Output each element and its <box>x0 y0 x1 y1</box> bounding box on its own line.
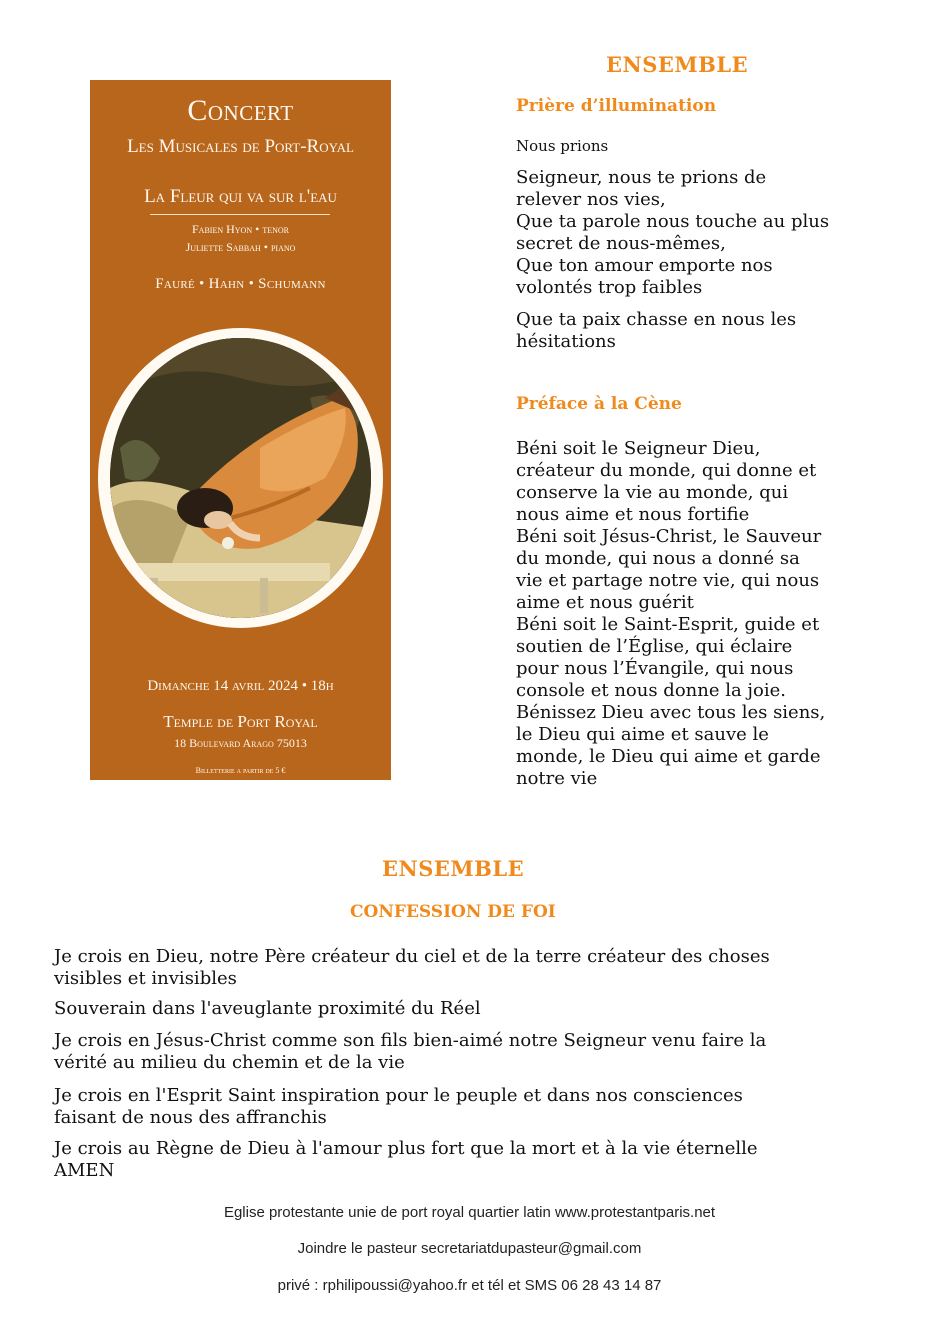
confession-line: Je crois en Jésus-Christ comme son fils bien-aimé notre Seigneur venu faire la <box>54 1030 767 1051</box>
prayer-paragraph-1 <box>516 167 829 299</box>
preface-text <box>516 438 825 790</box>
poster-performer-tenor: Fabien Hyon • tenor <box>192 222 289 236</box>
ensemble-heading-top: ENSEMBLE <box>606 52 749 77</box>
ensemble-heading-bottom: ENSEMBLE <box>382 856 525 881</box>
confession-line: Souverain dans l'aveuglante proximité du Réel <box>54 998 481 1019</box>
prayer-line: Seigneur, nous te prions de <box>516 167 767 188</box>
reclining-woman-painting <box>110 338 371 618</box>
preface-line: Bénissez Dieu avec tous les siens, <box>516 702 826 723</box>
footer-pastor-contact: Joindre le pasteur secretariatdupasteur@gmail.com <box>297 1240 642 1257</box>
preface-line: soutien de l’Église, qui éclaire <box>516 636 793 657</box>
prayer-line: Que ton amour emporte nos <box>516 255 773 276</box>
preface-line: Béni soit le Seigneur Dieu, <box>516 438 761 459</box>
poster-painting <box>110 338 371 618</box>
preface-line: conserve la vie au monde, qui <box>516 482 789 503</box>
poster-performer-piano: Juliette Sabbah • piano <box>185 240 296 254</box>
poster-divider <box>150 214 330 215</box>
poster-address: 18 Boulevard Arago 75013 <box>174 736 307 750</box>
poster-title: Concert <box>187 94 294 127</box>
concert-poster <box>90 80 391 780</box>
preface-line: console et nous donne la joie. <box>516 680 786 701</box>
prayer-line: relever nos vies, <box>516 189 666 210</box>
confession-paragraph-5 <box>54 1138 758 1182</box>
confession-title: CONFESSION DE FOI <box>350 902 556 922</box>
preface-line: pour nous l’Évangile, qui nous <box>516 658 794 679</box>
prayer-line: volontés trop faibles <box>516 277 703 298</box>
prayer-intro: Nous prions <box>516 137 609 155</box>
prayer-title: Prière d’illumination <box>516 96 717 116</box>
preface-line: du monde, qui nous a donné sa <box>516 548 800 569</box>
confession-line: Je crois en Dieu, notre Père créateur du ciel et de la terre créateur des choses <box>54 946 770 967</box>
prayer-line: Que ta paix chasse en nous les <box>516 309 797 330</box>
confession-paragraph-3 <box>54 1030 766 1074</box>
preface-line: monde, le Dieu qui aime et garde <box>516 746 821 767</box>
preface-line: Béni soit le Saint-Esprit, guide et <box>516 614 820 635</box>
preface-line: Béni soit Jésus-Christ, le Sauveur <box>516 526 822 547</box>
poster-ticketing: Billetterie a partir de 5 € <box>195 766 286 775</box>
poster-subtitle: Les Musicales de Port-Royal <box>127 136 354 157</box>
preface-title: Préface à la Cène <box>516 394 682 414</box>
poster-composers: Fauré • Hahn • Schumann <box>155 276 326 292</box>
confession-paragraph-4 <box>54 1085 743 1129</box>
confession-paragraph-1 <box>54 946 770 990</box>
confession-line: Je crois au Règne de Dieu à l'amour plus fort que la mort et à la vie éternelle <box>54 1138 758 1159</box>
confession-line: vérité au milieu du chemin et de la vie <box>54 1052 405 1073</box>
preface-line: le Dieu qui aime et sauve le <box>516 724 769 745</box>
preface-line: vie et partage notre vie, qui nous <box>516 570 820 591</box>
footer-church-line: Eglise protestante unie de port royal quartier latin www.protestantparis.net <box>223 1204 716 1221</box>
preface-line: aime et nous guérit <box>516 592 694 613</box>
confession-line: Je crois en l'Esprit Saint inspiration pour le peuple et dans nos consciences <box>54 1085 743 1106</box>
prayer-line: hésitations <box>516 331 616 352</box>
preface-line: créateur du monde, qui donne et <box>516 460 817 481</box>
footer-private-contact: privé : rphilipoussi@yahoo.fr et tél et SMS 06 28 43 14 87 <box>277 1277 662 1294</box>
confession-line: faisant de nous des affranchis <box>54 1107 327 1128</box>
poster-venue: Temple de Port Royal <box>163 712 318 731</box>
confession-paragraph-2 <box>54 998 481 1020</box>
prayer-paragraph-2 <box>516 309 796 353</box>
poster-piece: La Fleur qui va sur l'eau <box>144 186 337 207</box>
confession-line: visibles et invisibles <box>54 968 237 989</box>
prayer-line: secret de nous-mêmes, <box>516 233 726 254</box>
preface-line: notre vie <box>516 768 598 789</box>
confession-line: AMEN <box>54 1160 115 1181</box>
poster-date: Dimanche 14 avril 2024 • 18h <box>147 678 334 694</box>
preface-line: nous aime et nous fortifie <box>516 504 750 525</box>
prayer-line: Que ta parole nous touche au plus <box>516 211 830 232</box>
